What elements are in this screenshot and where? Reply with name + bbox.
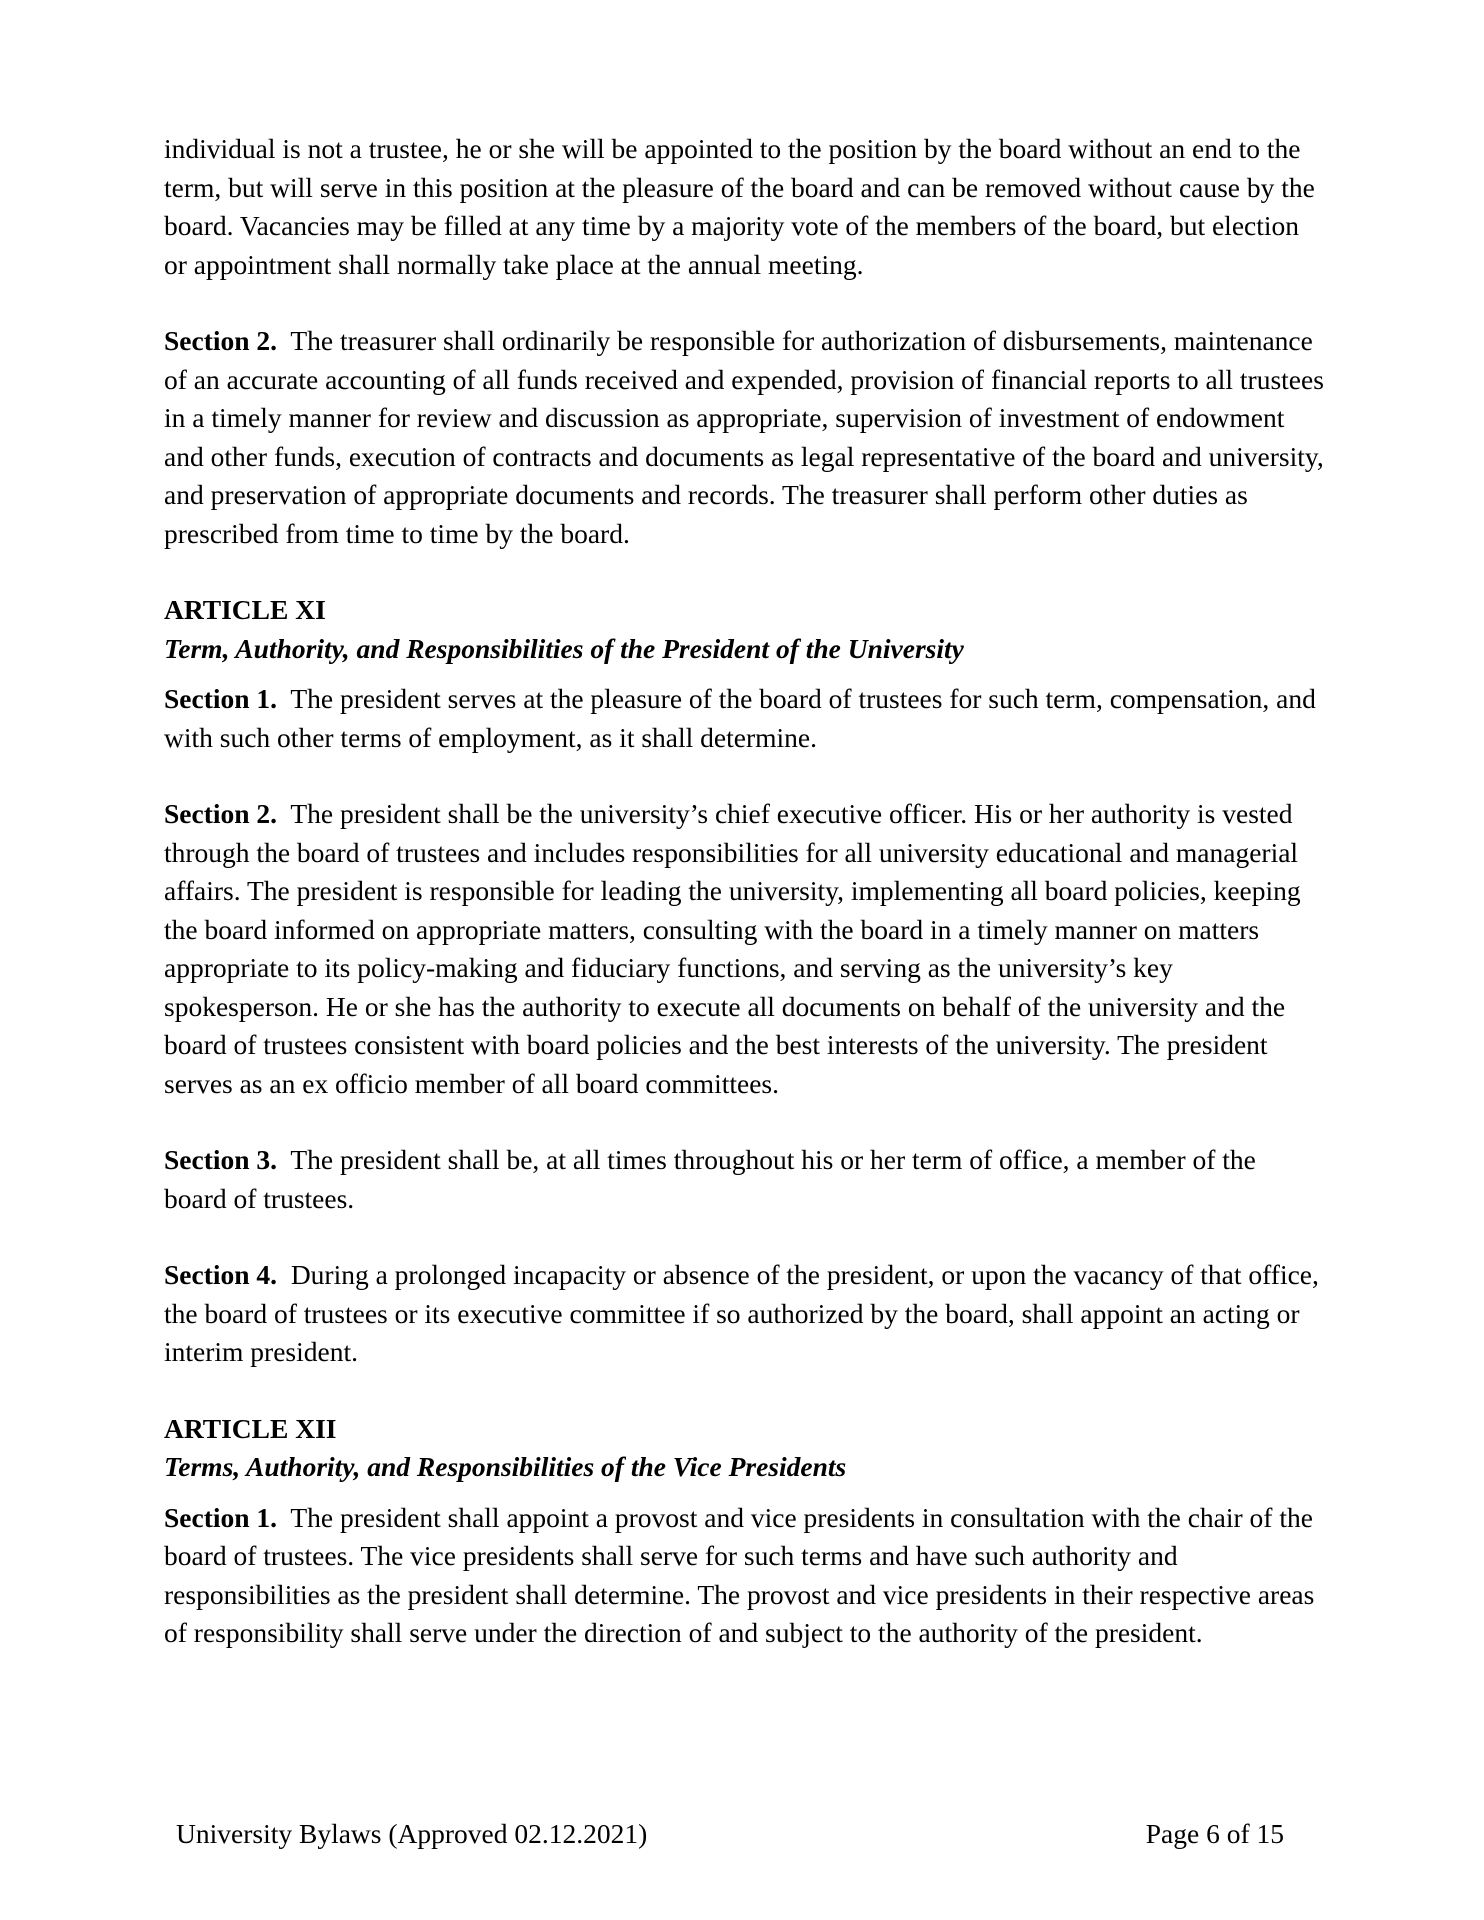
article-xi-section-3 bbox=[164, 1141, 1324, 1218]
article-heading: ARTICLE XI bbox=[164, 594, 326, 625]
intro-paragraph: individual is not a trustee, he or she will be appointed to the position by the board without an end to the term, but will serve in this position at the pleasure of the board and can be removed without cause by the board. Vacancies may be filled at any time by a majority vote of the members of the board, but election or appointment shall normally take place at the annual meeting. bbox=[164, 133, 1315, 280]
article-xi-section-1 bbox=[164, 680, 1324, 757]
document-page bbox=[164, 130, 1324, 1653]
article-xi-section-2 bbox=[164, 795, 1324, 1103]
section-text: The president shall appoint a provost and vice presidents in consultation with the chair of the board of trustees. The vice presidents shall serve for such terms and have such authority and responsibilities as the president shall determine. The provost and vice presidents in their respective areas of responsibility shall serve under the direction of and subject to the authority of the president. bbox=[164, 1501, 1315, 1648]
article-title: Terms, Authority, and Responsibilities of the Vice Presidents bbox=[164, 1451, 847, 1482]
section-text: The president shall be the university’s chief executive officer. His or her authority is vested through the board of trustees and includes responsibilities for all university educational and managerial affairs. The president is responsible for leading the university, implementing all board policies, keeping the board informed on appropriate matters, consulting with the board in a timely manner on matters appropriate to its policy-making and fiduciary functions, and serving as the university’s key spokesperson. He or she has the authority to execute all documents on behalf of the university and the board of trustees consistent with board policies and the best interests of the university. The president serves as an ex officio member of all board committees. bbox=[164, 798, 1301, 1099]
section-label: Section 1. bbox=[164, 1501, 278, 1533]
section-text: The president serves at the pleasure of the board of trustees for such term, compensation, and with such other terms of employment, as it shall determine. bbox=[164, 683, 1316, 753]
treasurer-section-2 bbox=[164, 322, 1324, 553]
article-xi bbox=[164, 591, 1324, 1372]
article-heading: ARTICLE XII bbox=[164, 1412, 337, 1444]
section-label: Section 3. bbox=[164, 1144, 278, 1175]
footer-page-number: Page 6 of 15 bbox=[1145, 1818, 1284, 1849]
section-label: Section 1. bbox=[164, 683, 278, 714]
article-xii bbox=[164, 1410, 1324, 1653]
section-label: Section 2. bbox=[164, 798, 278, 829]
article-title: Term, Authority, and Responsibilities of the President of the University bbox=[164, 632, 964, 664]
section-text: The treasurer shall ordinarily be responsible for authorization of disbursements, maintenance of an accurate accounting of all funds received and expended, provision of financial reports to all trustees in a timely manner for review and discussion as appropriate, supervision of investment of endowment and other funds, execution of contracts and documents as legal representative of the board and university, and preservation of appropriate documents and records. The treasurer shall perform other duties as prescribed from time to time by the board. bbox=[164, 325, 1324, 549]
section-label: Section 2. bbox=[164, 325, 278, 356]
article-xi-section-4 bbox=[164, 1256, 1324, 1372]
section-label: Section 4. bbox=[164, 1259, 278, 1290]
section-text: During a prolonged incapacity or absence of the president, or upon the vacancy of that office, the board of trustees or its executive committee if so authorized by the board, shall appoint an acting or interim president. bbox=[164, 1259, 1319, 1367]
article-xii-section-1 bbox=[164, 1499, 1324, 1653]
footer-document-title: University Bylaws (Approved 02.12.2021) bbox=[176, 1818, 648, 1849]
section-text: The president shall be, at all times throughout his or her term of office, a member of the board of trustees. bbox=[164, 1144, 1256, 1214]
